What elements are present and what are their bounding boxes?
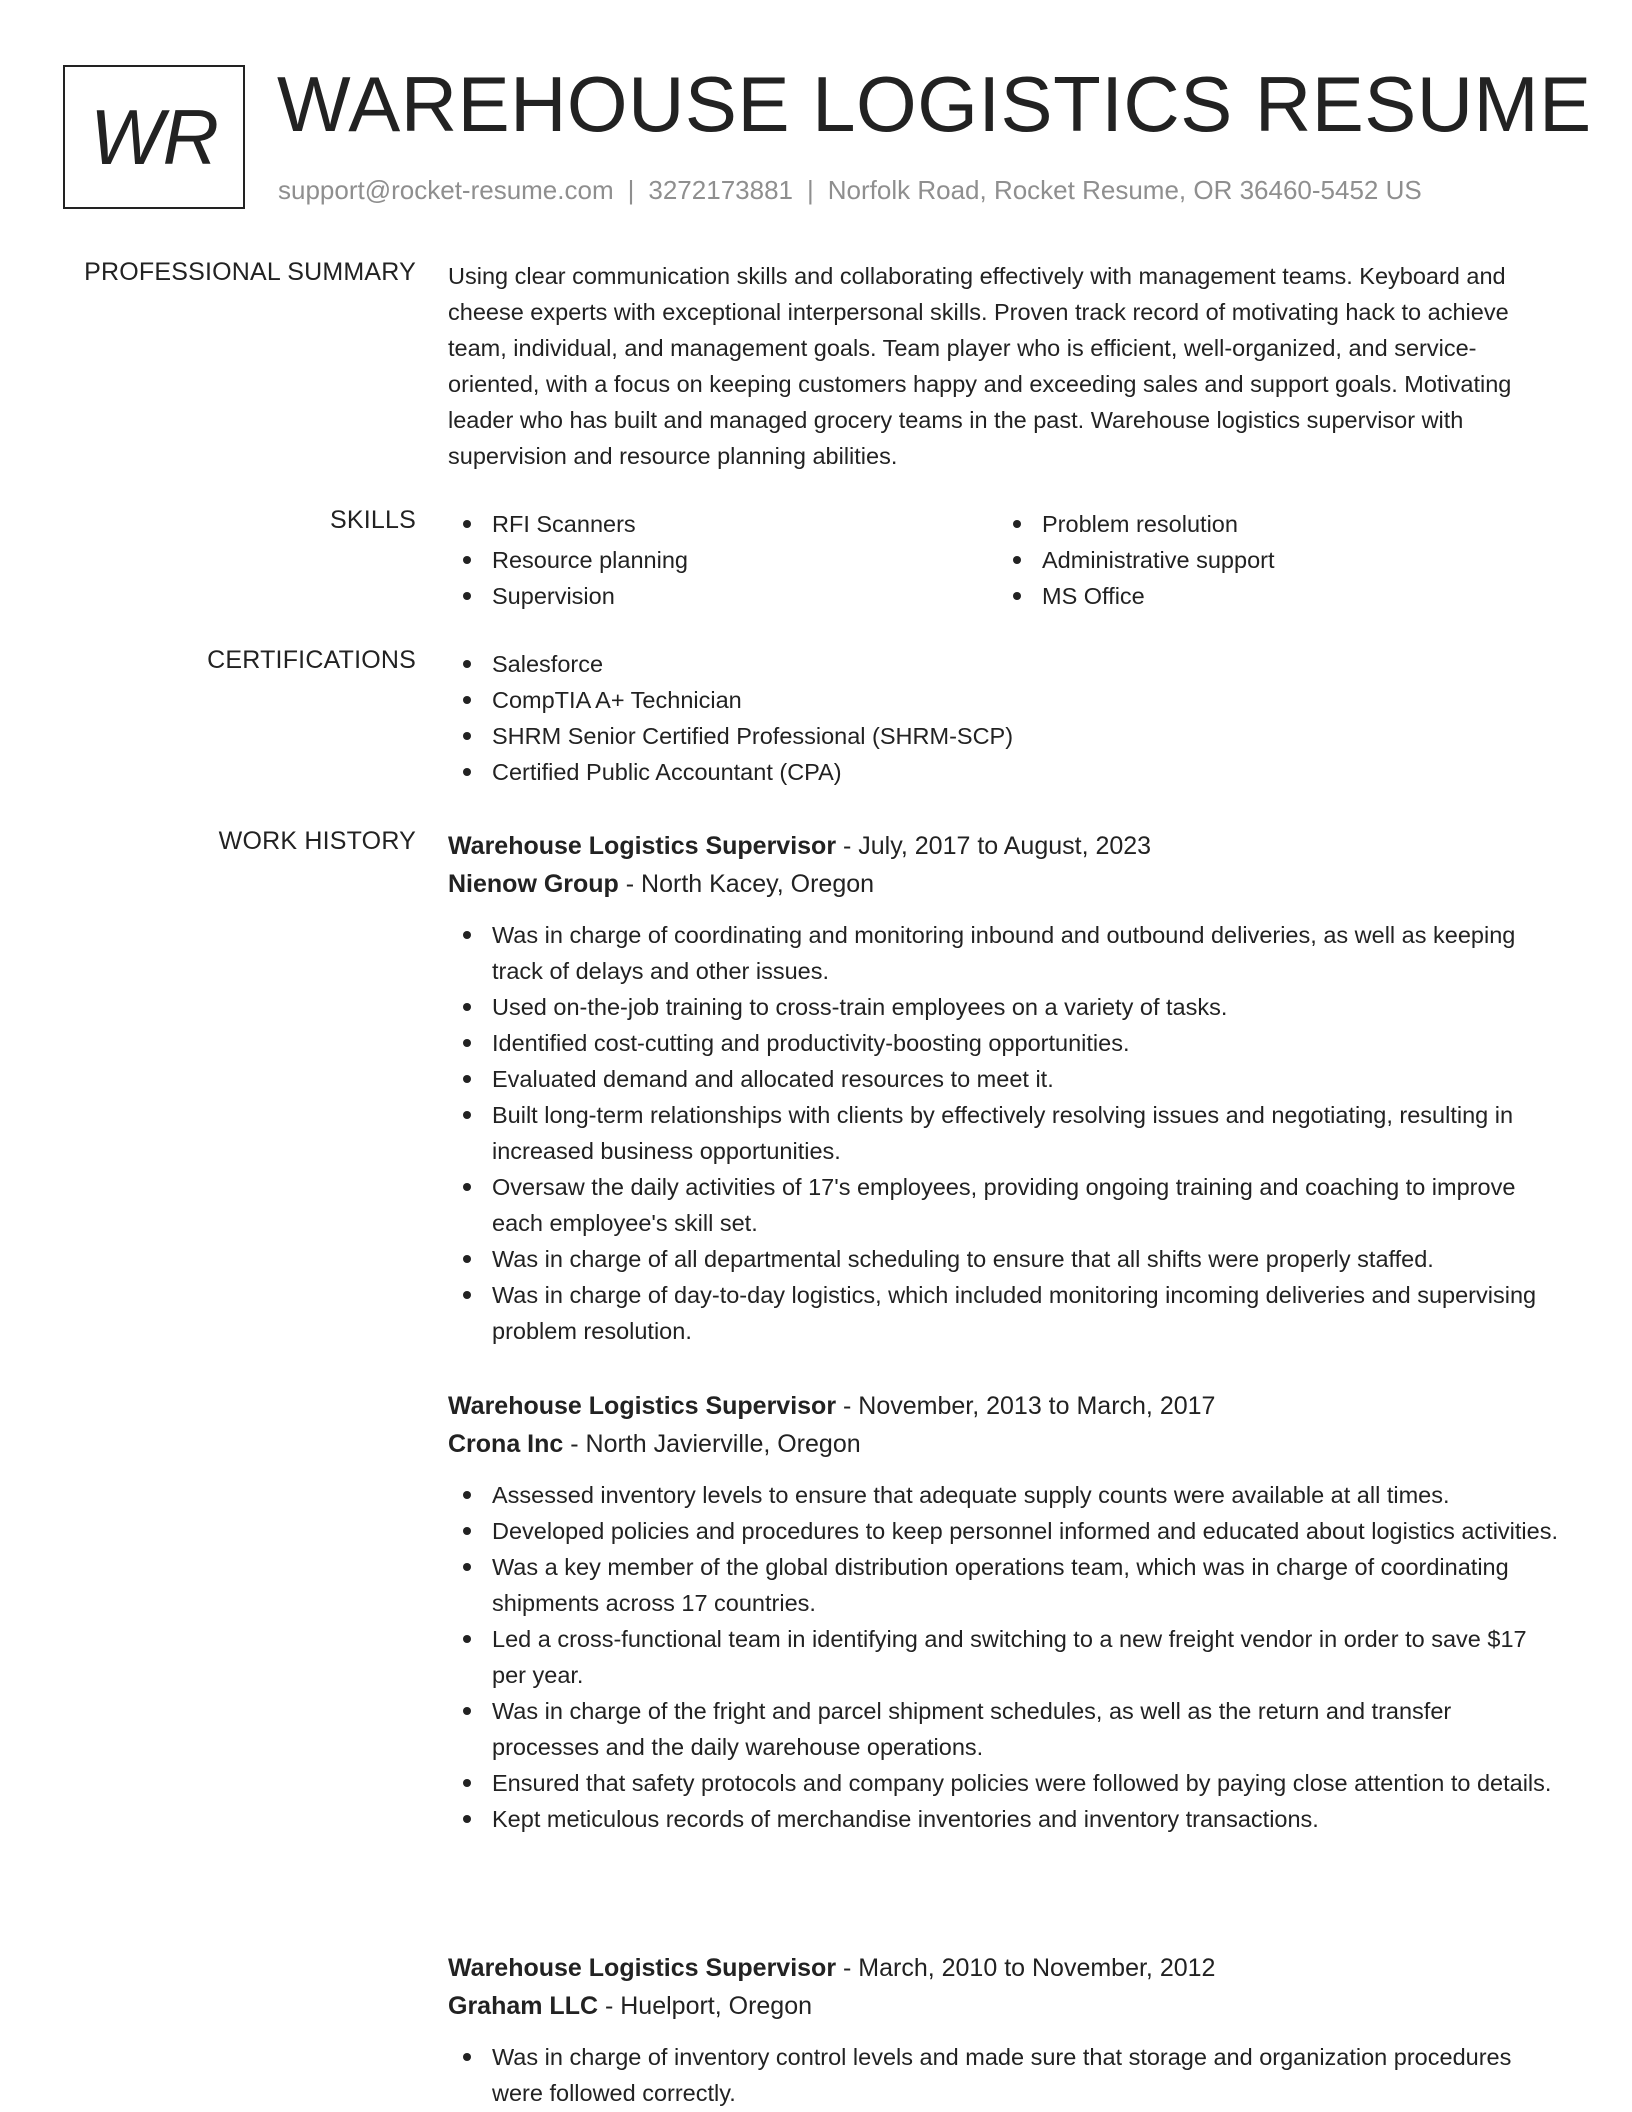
contact-address: Norfolk Road, Rocket Resume, OR 36460-5452 US [827,175,1422,205]
certification-item: SHRM Senior Certified Professional (SHRM-SCP) [448,718,1560,754]
job-duty: Was in charge of the fright and parcel shipment schedules, as well as the return and transfer processes and the daily warehouse operations. [448,1693,1560,1765]
skill-item: Resource planning [448,542,998,578]
job-location: - North Kacey, Oregon [618,870,875,898]
job-duty: Was in charge of coordinating and monitoring inbound and outbound deliveries, as well as keeping track of delays and other issues. [448,917,1560,989]
skill-item: Supervision [448,578,998,614]
skill-item: RFI Scanners [448,506,998,542]
section-label-summary: PROFESSIONAL SUMMARY [84,258,416,286]
contact-email[interactable]: support@rocket-resume.com [278,175,614,205]
job-duty: Assessed inventory levels to ensure that adequate supply counts were available at all times. [448,1477,1560,1513]
job-company: Nienow Group [448,870,619,898]
job-company-line [448,1987,1560,2025]
job-location: - North Javierville, Oregon [563,1430,861,1458]
job-duty: Was a key member of the global distribution operations team, which was in charge of coordinating shipments across 17 countries. [448,1549,1560,1621]
job-duty: Identified cost-cutting and productivity-boosting opportunities. [448,1025,1560,1061]
certifications-list [448,646,1560,790]
skills-list [448,506,1560,614]
job-title: Warehouse Logistics Supervisor [448,1954,837,1982]
job-duty: Evaluated demand and allocated resources to meet it. [448,1061,1560,1097]
section-label-work-history: WORK HISTORY [218,827,416,855]
job-dates: - July, 2017 to August, 2023 [836,832,1152,860]
resume-title: WAREHOUSE LOGISTICS RESUME [277,60,1592,148]
skill-item: MS Office [998,578,1548,614]
skill-item: Administrative support [998,542,1548,578]
job-duty: Developed policies and procedures to keep personnel informed and educated about logistics activities. [448,1513,1560,1549]
section-label-certifications: CERTIFICATIONS [207,646,416,674]
contact-separator: | [627,175,635,205]
job-dates: - March, 2010 to November, 2012 [836,1954,1216,1982]
contact-phone[interactable]: 3272173881 [648,175,793,205]
certification-item: Certified Public Accountant (CPA) [448,754,1560,790]
job-entry [448,1949,1560,2111]
skills-column-right [998,506,1548,614]
job-duty: Used on-the-job training to cross-train employees on a variety of tasks. [448,989,1560,1025]
job-duty: Oversaw the daily activities of 17's employees, providing ongoing training and coaching to improve each employee's skill set. [448,1169,1560,1241]
initials-monogram: WR [63,65,245,209]
job-company-line [448,865,1560,903]
job-title: Warehouse Logistics Supervisor [448,1392,837,1420]
job-duty: Kept meticulous records of merchandise inventories and inventory transactions. [448,1801,1560,1837]
job-duties-list [448,917,1560,1349]
certification-item: Salesforce [448,646,1560,682]
job-duty: Was in charge of all departmental scheduling to ensure that all shifts were properly staffed. [448,1241,1560,1277]
job-duty: Was in charge of day-to-day logistics, which included monitoring incoming deliveries and supervising problem resolution. [448,1277,1560,1349]
section-label-skills: SKILLS [330,506,416,534]
job-dates: - November, 2013 to March, 2017 [836,1392,1216,1420]
job-title-line [448,1387,1560,1425]
job-duties-list [448,1477,1560,1837]
job-title-line [448,1949,1560,1987]
contact-line [278,175,1422,206]
contact-separator: | [807,175,814,205]
job-duty: Ensured that safety protocols and company policies were followed by paying close attention to details. [448,1765,1560,1801]
job-duty: Built long-term relationships with clients by effectively resolving issues and negotiating, resulting in increased business opportunities. [448,1097,1560,1169]
job-company: Crona Inc [448,1430,564,1458]
job-company-line [448,1425,1560,1463]
job-location: - Huelport, Oregon [598,1992,813,2020]
job-duty: Was in charge of inventory control levels and made sure that storage and organization procedures were followed correctly. [448,2039,1560,2111]
skill-item: Problem resolution [998,506,1548,542]
summary-text: Using clear communication skills and collaborating effectively with management teams. Keyboard and cheese experts with exceptional interpersonal skills. Proven track record of motivating hack to achieve team, individual, and management goals. Team player who is efficient, well-organized, and service-oriented, with a focus on keeping customers happy and exceeding sales and support goals. Motivating leader who has built and managed grocery teams in the past. Warehouse logistics supervisor with supervision and resource planning abilities. [448,263,1512,469]
job-title-line [448,827,1560,865]
certification-item: CompTIA A+ Technician [448,682,1560,718]
job-entry [448,1387,1560,1837]
skills-column-left [448,506,998,614]
resume-header [63,60,1592,215]
job-duties-list [448,2039,1560,2111]
job-title: Warehouse Logistics Supervisor [448,832,837,860]
job-duty: Led a cross-functional team in identifying and switching to a new freight vendor in order to save $17 per year. [448,1621,1560,1693]
job-entry [448,827,1560,1349]
job-company: Graham LLC [448,1992,599,2020]
